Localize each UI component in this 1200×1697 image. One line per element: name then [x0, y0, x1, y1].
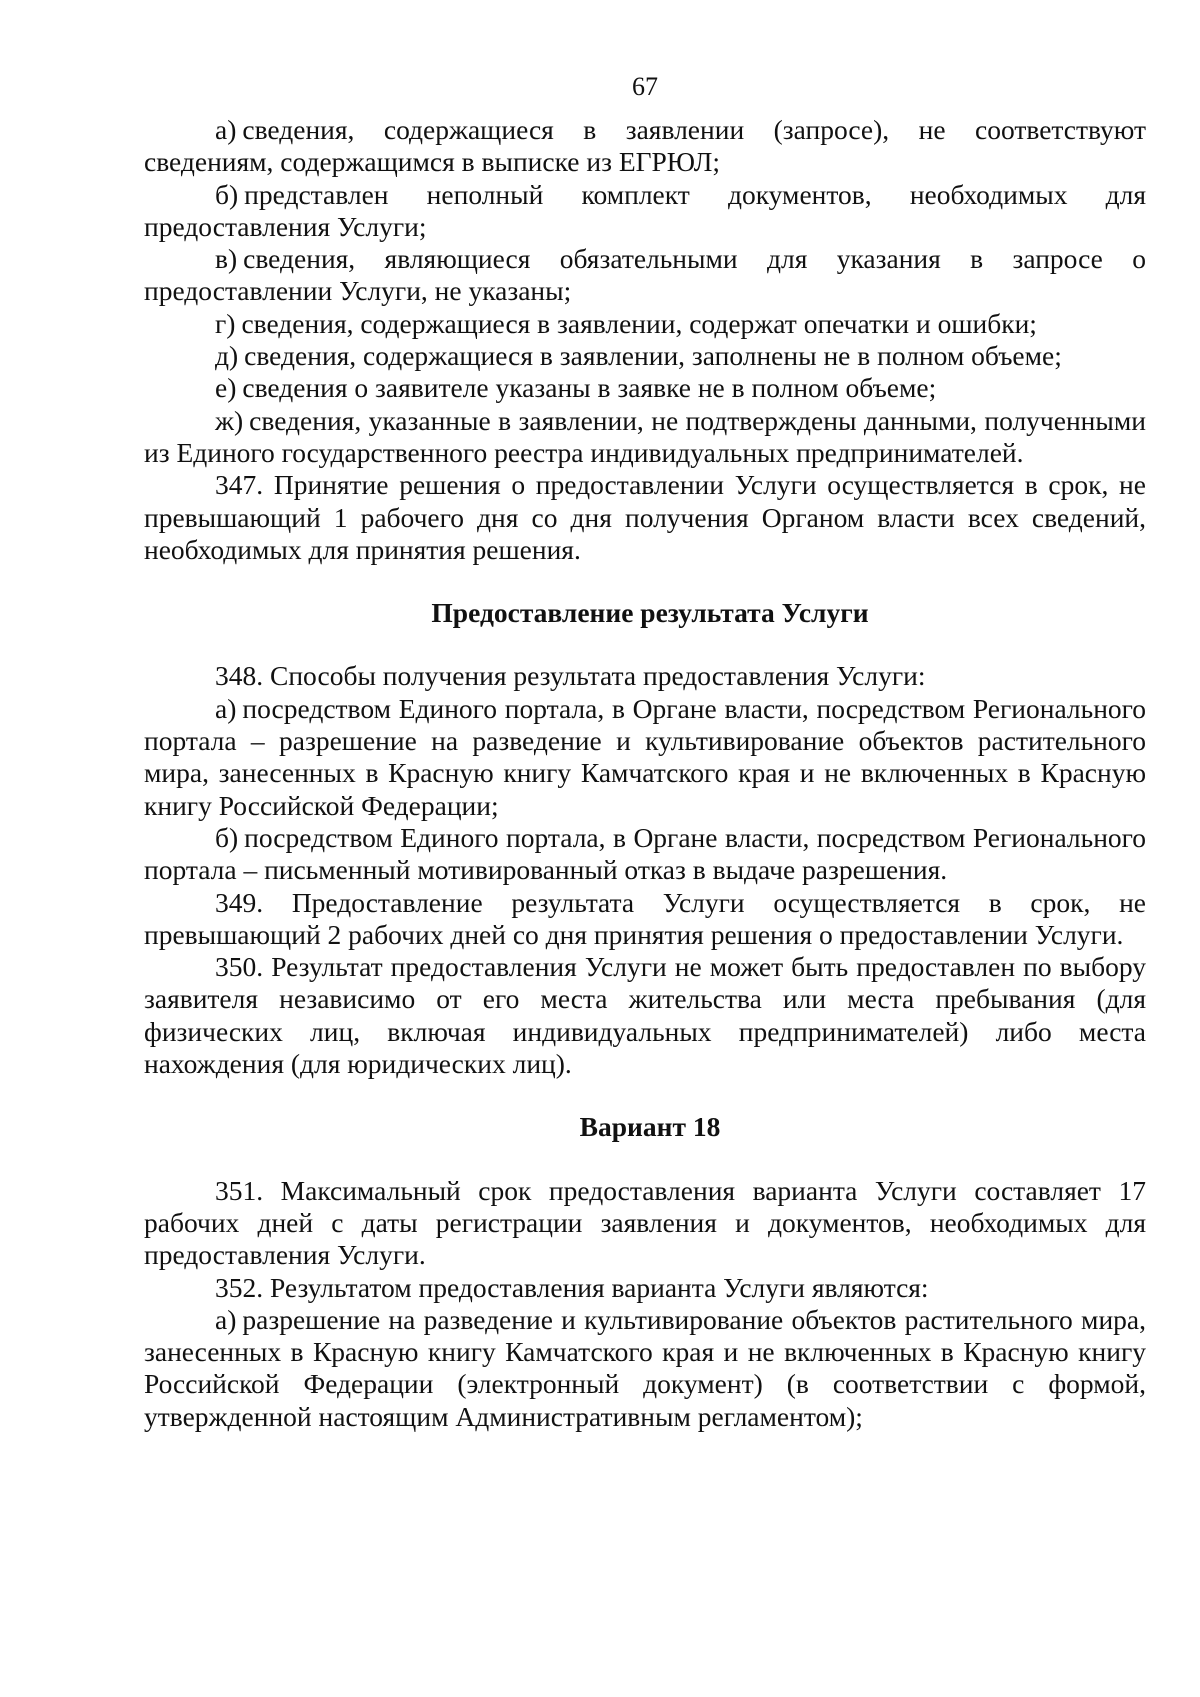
- paragraph-347: 347. Принятие решения о предоставлении Услуги осуществляется в срок, не превышающий 1 рабочего дня со дня получения Органом власти всех сведений, необходимых для принятия решения.: [144, 469, 1146, 565]
- paragraph-351: 351. Максимальный срок предоставления варианта Услуги составляет 17 рабочих дней с даты регистрации заявления и документов, необходимых для предоставления Услуги.: [144, 1174, 1146, 1271]
- paragraph-348: 348. Способы получения результата предоставления Услуги:: [215, 660, 926, 692]
- item-text: представлен неполный комплект документов, необходимых для предоставления Услуги;: [144, 178, 1146, 242]
- list-item: [144, 405, 1146, 470]
- item-text: посредством Единого портала, в Органе власти, посредством Регионального портала – разрешение на разведение и культивирование объектов растительного мира, занесенных в Красную книгу Камчатского края и не включенных в Красную книгу Российской Федерации;: [144, 692, 1146, 821]
- page-number: 67: [632, 72, 658, 101]
- item-marker: б): [215, 821, 239, 853]
- item-text: сведения, содержащиеся в заявлении (запросе), не соответствуют сведениям, содержащимся в выписке из ЕГРЮЛ;: [144, 114, 1146, 178]
- list-item: [144, 372, 1146, 404]
- item-text: сведения, являющиеся обязательными для указания в запросе о предоставлении Услуги, не указаны;: [144, 243, 1146, 307]
- item-marker: ж): [215, 404, 244, 436]
- item-marker: а): [215, 692, 237, 724]
- item-marker: г): [215, 307, 236, 339]
- item-text: разрешение на разведение и культивирование объектов растительного мира, занесенных в Красную книгу Камчатского края и не включенных в Красную книгу Российской Федерации (электронный документ) (в соответствии с формой, утвержденной настоящим Административным регламентом);: [144, 1303, 1146, 1432]
- list-item: [144, 693, 1146, 822]
- list-item: [144, 179, 1146, 244]
- list-item: [144, 822, 1146, 887]
- section-heading-variant: Вариант 18: [579, 1111, 721, 1143]
- paragraph-349: 349. Предоставление результата Услуги осуществляется в срок, не превышающий 2 рабочих дней со дня принятия решения о предоставлении Услуги.: [144, 886, 1146, 950]
- list-item: [144, 340, 1146, 372]
- list-item: [144, 243, 1146, 308]
- item-marker: б): [215, 178, 239, 210]
- item-marker: д): [215, 340, 239, 372]
- list-item: [144, 114, 1146, 179]
- item-marker: а): [215, 114, 237, 145]
- item-text: сведения, содержащиеся в заявлении, заполнены не в полном объеме;: [244, 340, 1062, 372]
- item-text: посредством Единого портала, в Органе власти, посредством Регионального портала – письменный мотивированный отказ в выдаче разрешения.: [144, 821, 1146, 886]
- section-heading-result: Предоставление результата Услуги: [431, 597, 869, 629]
- list-item: [144, 1304, 1146, 1433]
- document-body: [144, 114, 1146, 1433]
- item-marker: в): [215, 243, 238, 275]
- item-text: сведения, указанные в заявлении, не подтверждены данными, полученными из Единого государственного реестра индивидуальных предпринимателей.: [144, 404, 1146, 468]
- paragraph-352: 352. Результатом предоставления варианта Услуги являются:: [215, 1271, 929, 1303]
- item-marker: а): [215, 1303, 237, 1335]
- item-text: сведения о заявителе указаны в заявке не в полном объеме;: [242, 372, 937, 404]
- paragraph-350: 350. Результат предоставления Услуги не может быть предоставлен по выбору заявителя независимо от его места жительства или места пребывания (для физических лиц, включая индивидуальных предпринимателей) либо места нахождения (для юридических лиц).: [144, 951, 1146, 1080]
- item-marker: е): [215, 372, 237, 404]
- list-item: [144, 308, 1146, 340]
- item-text: сведения, содержащиеся в заявлении, содержат опечатки и ошибки;: [241, 307, 1037, 339]
